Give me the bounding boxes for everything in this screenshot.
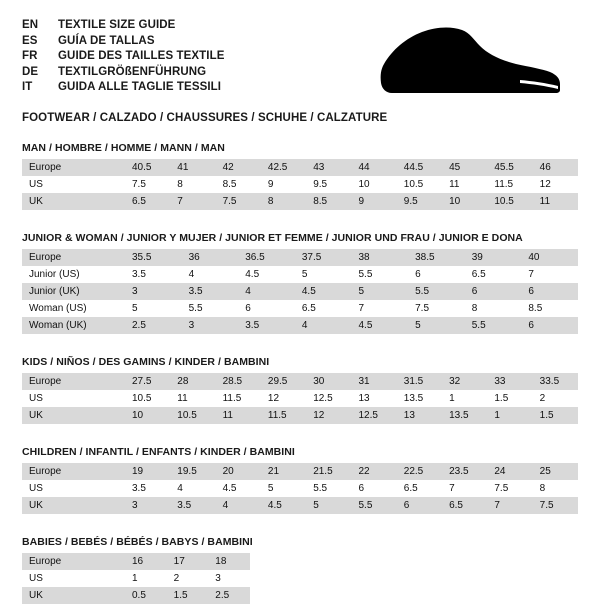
language-code: IT [22,81,33,93]
size-cell: 11 [442,176,487,193]
size-cell: 28 [170,373,215,390]
table-row [22,553,250,570]
size-cell: 25 [533,463,578,480]
size-cell: 5.5 [352,266,409,283]
row-label: Europe [22,553,125,570]
size-cell: 4 [238,283,295,300]
size-cell: 2.5 [125,317,182,334]
row-label: US [22,480,125,497]
size-cell: 7 [352,300,409,317]
table-row [22,463,578,480]
table-row [22,587,250,604]
language-code: DE [22,65,39,78]
row-label: UK [22,407,125,424]
size-cell: 36.5 [238,249,295,266]
size-cell: 5.5 [351,497,396,514]
size-cell: 10.5 [125,390,170,407]
size-cell: 7 [487,497,532,514]
size-cell: 7.5 [533,497,578,514]
size-cell: 3.5 [182,283,239,300]
language-title: TEXTILE SIZE GUIDE [58,19,176,31]
size-cell: 9.5 [397,193,442,210]
size-cell: 6.5 [465,266,522,283]
size-cell: 6 [408,266,465,283]
size-cell: 33 [487,373,532,390]
size-cell: 5 [261,480,306,497]
table-row [22,283,578,300]
size-cell: 3 [125,283,182,300]
row-label: UK [22,587,125,604]
size-cell: 11.5 [261,407,306,424]
size-cell: 44 [351,159,396,176]
row-label: US [22,390,125,407]
size-cell: 23.5 [442,463,487,480]
table-row [22,249,578,266]
table-row [22,193,578,210]
size-cell: 8 [261,193,306,210]
size-cell: 4 [182,266,239,283]
size-cell: 4.5 [352,317,409,334]
size-cell: 13 [397,407,442,424]
size-cell: 6 [351,480,396,497]
table-row [22,266,578,283]
row-label: US [22,570,125,587]
size-cell: 6.5 [295,300,352,317]
size-table [22,373,578,424]
language-row [22,34,225,50]
size-cell: 4 [295,317,352,334]
size-cell: 3.5 [125,266,182,283]
size-group [22,356,578,424]
size-cell: 29.5 [261,373,306,390]
size-cell: 1 [125,570,167,587]
size-table [22,249,578,334]
size-cell: 4 [216,497,261,514]
size-cell: 43 [306,159,351,176]
row-label: Europe [22,249,125,266]
size-cell: 40.5 [125,159,170,176]
size-cell: 19.5 [170,463,215,480]
size-cell: 8.5 [306,193,351,210]
row-label: Europe [22,463,125,480]
size-cell: 6 [238,300,295,317]
size-group [22,142,578,210]
size-cell: 40 [521,249,578,266]
size-cell: 10 [442,193,487,210]
size-cell: 3 [182,317,239,334]
size-cell: 20 [216,463,261,480]
size-cell: 12 [533,176,578,193]
size-cell: 4.5 [238,266,295,283]
size-cell: 11.5 [487,176,532,193]
size-cell: 10.5 [487,193,532,210]
table-row [22,300,578,317]
language-code: EN [22,19,39,31]
language-code: ES [22,34,38,47]
language-title: TEXTILGRÖßENFÜHRUNG [58,65,207,78]
language-title: GUÍA DE TALLAS [58,34,155,47]
table-row [22,480,578,497]
size-cell: 8 [465,300,522,317]
size-cell: 5.5 [306,480,351,497]
row-label: Europe [22,373,125,390]
size-cell: 41 [170,159,215,176]
size-cell: 10 [351,176,396,193]
language-title: GUIDE DES TAILLES TEXTILE [58,50,225,62]
size-cell: 10.5 [170,407,215,424]
size-cell: 11 [533,193,578,210]
language-row [22,49,225,65]
size-cell: 8.5 [216,176,261,193]
size-cell: 46 [533,159,578,176]
size-cell: 7 [170,193,215,210]
size-cell: 1.5 [533,407,578,424]
size-cell: 5 [306,497,351,514]
size-cell: 6 [521,317,578,334]
section-title: FOOTWEAR / CALZADO / CHAUSSURES / SCHUHE / CALZATURE [22,112,388,124]
size-cell: 8.5 [521,300,578,317]
size-group-title: KIDS / NIÑOS / DES GAMINS / KINDER / BAMBINI [22,356,270,368]
language-row [22,80,225,96]
size-cell: 5 [408,317,465,334]
size-cell: 7 [521,266,578,283]
size-cell: 3.5 [125,480,170,497]
size-cell: 7 [442,480,487,497]
table-row [22,407,578,424]
size-cell: 22 [351,463,396,480]
size-cell: 4.5 [216,480,261,497]
row-label: Junior (US) [22,266,125,283]
size-table [22,159,578,210]
size-cell: 3.5 [238,317,295,334]
size-cell: 5 [125,300,182,317]
size-cell: 7.5 [125,176,170,193]
size-cell: 35.5 [125,249,182,266]
size-table [22,553,250,604]
size-cell: 6.5 [397,480,442,497]
size-cell: 45 [442,159,487,176]
size-table [22,463,578,514]
size-cell: 5 [352,283,409,300]
size-cell: 31 [351,373,396,390]
size-cell: 42 [216,159,261,176]
size-cell: 2.5 [208,587,250,604]
table-row [22,497,578,514]
table-row [22,390,578,407]
row-label: UK [22,497,125,514]
size-cell: 38 [352,249,409,266]
table-row [22,317,578,334]
size-cell: 3 [208,570,250,587]
size-cell: 5.5 [408,283,465,300]
size-cell: 0.5 [125,587,167,604]
size-cell: 27.5 [125,373,170,390]
size-cell: 21 [261,463,306,480]
language-row [22,65,225,81]
size-group-title: MAN / HOMBRE / HOMME / MANN / MAN [22,142,225,154]
size-cell: 1.5 [487,390,532,407]
size-cell: 21.5 [306,463,351,480]
size-cell: 2 [167,570,209,587]
size-cell: 6 [397,497,442,514]
size-cell: 32 [442,373,487,390]
table-row [22,373,578,390]
size-cell: 12.5 [351,407,396,424]
size-cell: 33.5 [533,373,578,390]
size-cell: 10.5 [397,176,442,193]
size-cell: 16 [125,553,167,570]
size-cell: 44.5 [397,159,442,176]
size-cell: 10 [125,407,170,424]
size-cell: 11 [216,407,261,424]
size-cell: 13.5 [397,390,442,407]
size-cell: 7.5 [216,193,261,210]
row-label: US [22,176,125,193]
size-tables [22,142,578,604]
size-cell: 18 [208,553,250,570]
size-cell: 42.5 [261,159,306,176]
row-label: Europe [22,159,125,176]
dress-shoe-icon [370,20,570,98]
size-cell: 11 [170,390,215,407]
size-cell: 24 [487,463,532,480]
size-cell: 28.5 [216,373,261,390]
size-group-title: CHILDREN / INFANTIL / ENFANTS / KINDER / BAMBINI [22,446,295,458]
row-label: Woman (UK) [22,317,125,334]
size-cell: 31.5 [397,373,442,390]
size-cell: 9 [261,176,306,193]
table-row [22,570,250,587]
size-cell: 37.5 [295,249,352,266]
size-cell: 12.5 [306,390,351,407]
size-cell: 2 [533,390,578,407]
size-cell: 6 [465,283,522,300]
size-cell: 6 [521,283,578,300]
size-cell: 7.5 [408,300,465,317]
size-cell: 13 [351,390,396,407]
size-cell: 1.5 [167,587,209,604]
language-code: FR [22,50,38,62]
row-label: Woman (US) [22,300,125,317]
size-cell: 38.5 [408,249,465,266]
size-group [22,446,578,514]
size-cell: 22.5 [397,463,442,480]
row-label: UK [22,193,125,210]
size-cell: 30 [306,373,351,390]
size-cell: 8 [170,176,215,193]
table-row [22,176,578,193]
language-title: GUIDA ALLE TAGLIE TESSILI [58,81,222,93]
size-cell: 6.5 [125,193,170,210]
size-cell: 9.5 [306,176,351,193]
size-cell: 3.5 [170,497,215,514]
size-cell: 4.5 [261,497,306,514]
size-group [22,232,578,334]
size-cell: 36 [182,249,239,266]
size-group-title: JUNIOR & WOMAN / JUNIOR Y MUJER / JUNIOR ET FEMME / JUNIOR UND FRAU / JUNIOR E DONA [22,232,523,244]
size-cell: 45.5 [487,159,532,176]
size-cell: 5.5 [182,300,239,317]
size-cell: 13.5 [442,407,487,424]
size-group [22,536,578,604]
size-cell: 6.5 [442,497,487,514]
row-label: Junior (UK) [22,283,125,300]
language-row [22,18,225,34]
size-cell: 8 [533,480,578,497]
size-cell: 7.5 [487,480,532,497]
size-group-title: BABIES / BEBÉS / BÉBÉS / BABYS / BAMBINI [22,536,253,548]
header [22,18,578,98]
size-cell: 12 [261,390,306,407]
size-cell: 4.5 [295,283,352,300]
size-cell: 5.5 [465,317,522,334]
size-cell: 1 [487,407,532,424]
size-cell: 17 [167,553,209,570]
size-cell: 19 [125,463,170,480]
size-cell: 12 [306,407,351,424]
language-list [22,18,225,96]
size-cell: 39 [465,249,522,266]
table-row [22,159,578,176]
size-cell: 1 [442,390,487,407]
size-cell: 3 [125,497,170,514]
size-cell: 11.5 [216,390,261,407]
size-cell: 5 [295,266,352,283]
size-cell: 4 [170,480,215,497]
size-cell: 9 [351,193,396,210]
